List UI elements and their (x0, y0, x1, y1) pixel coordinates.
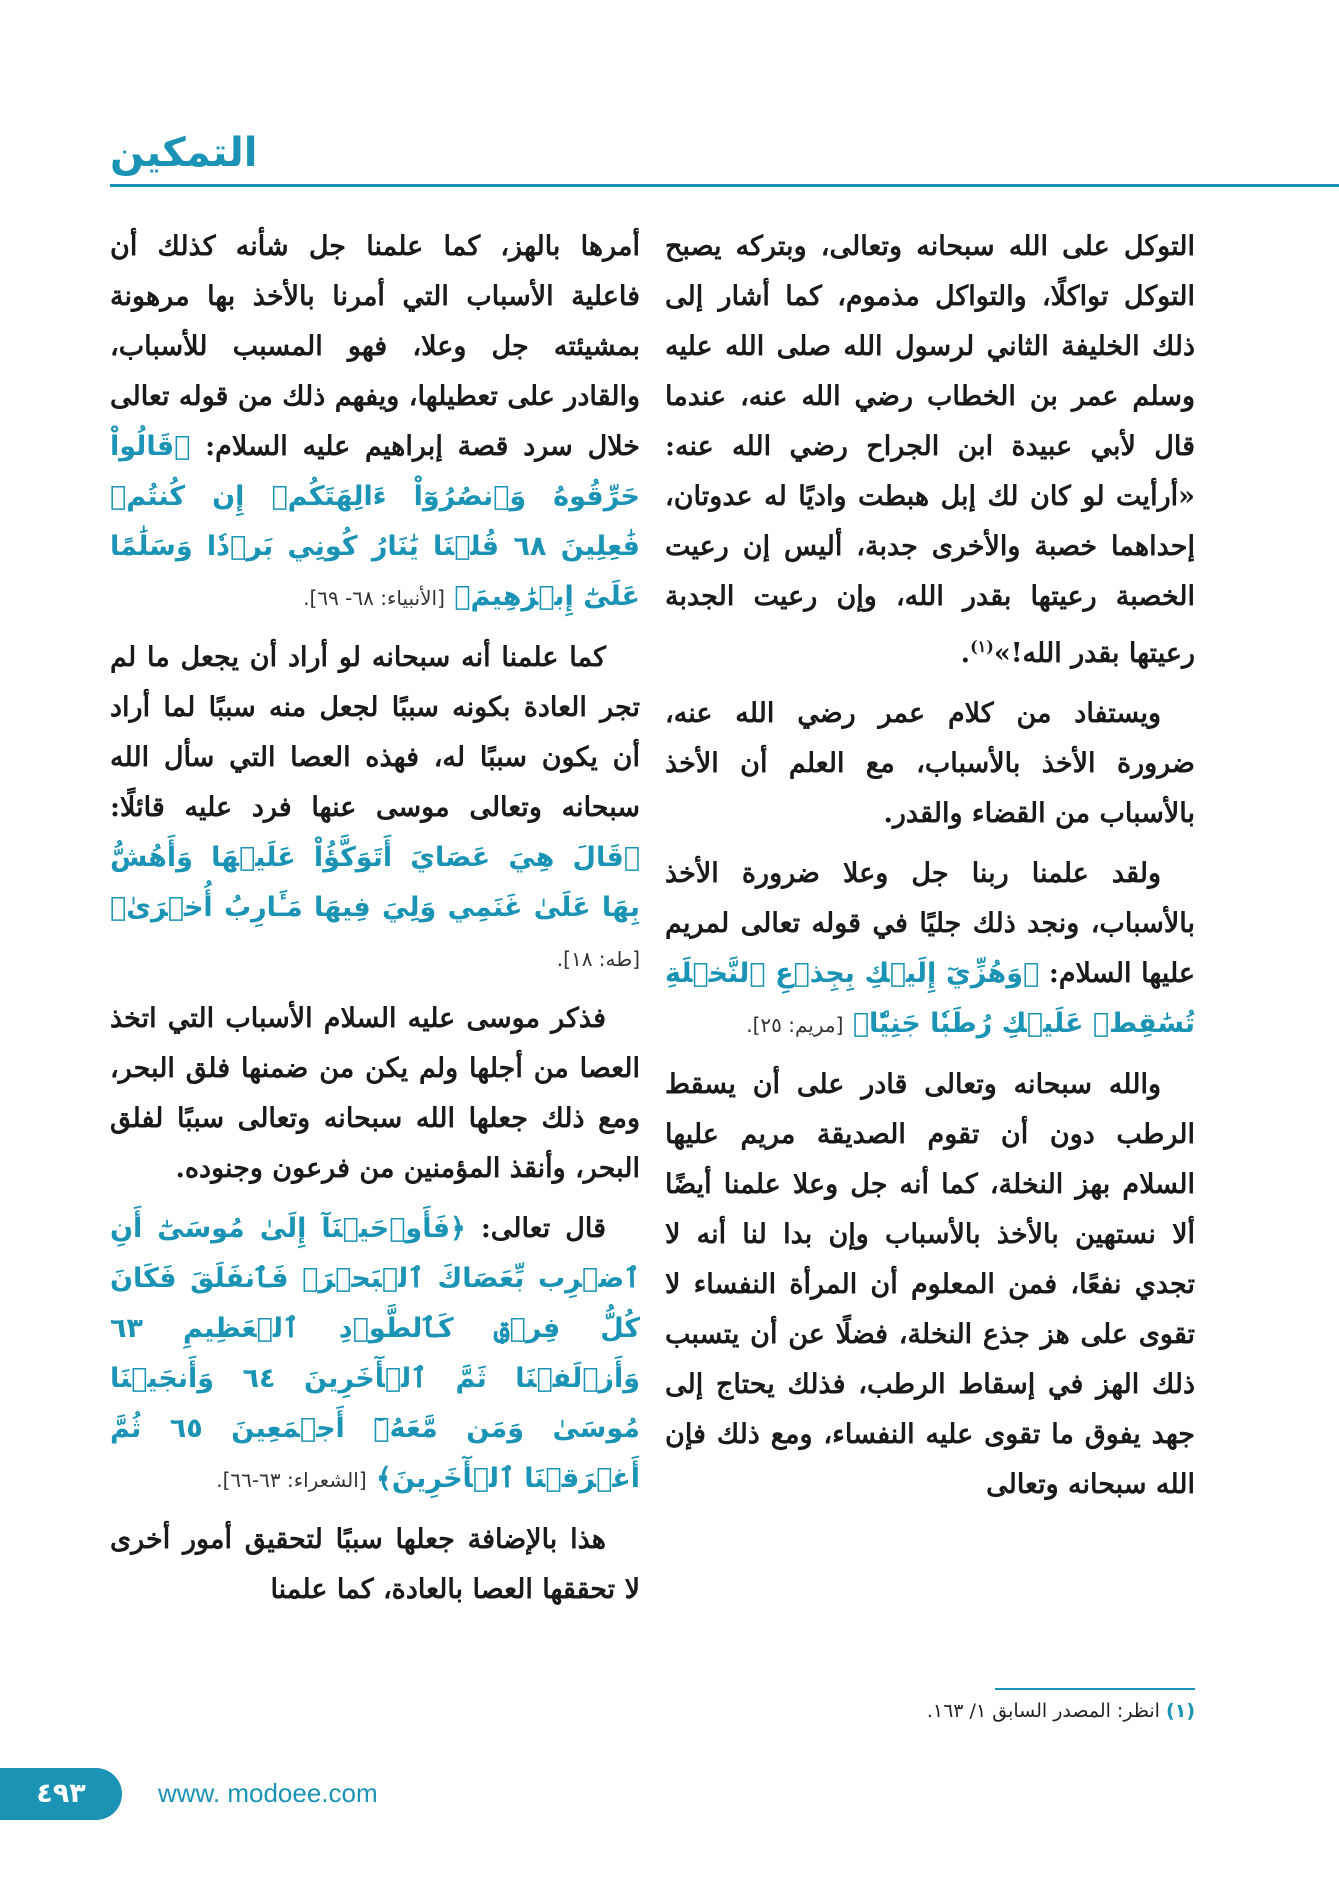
paragraph (110, 1515, 640, 1615)
quran-verse: ﴿قَالُواْ حَرِّقُوهُ وَٱنصُرُوٓاْ ءَالِهَتَكُمۡ إِن كُنتُمۡ فَٰعِلِينَ ٦٨ قُلۡنَا يَٰنَارُ كُونِي بَرۡدٗا وَسَلَٰمًا عَلَىٰٓ إِبۡرَٰهِيمَ﴾ (110, 431, 640, 612)
left-column (110, 222, 640, 1625)
verse-reference: [مريم: ٢٥]. (746, 1013, 844, 1037)
quran-verse: ﴿فَأَوۡحَيۡنَآ إِلَىٰ مُوسَىٰٓ أَنِ ٱضۡرِب بِّعَصَاكَ ٱلۡبَحۡرَۖ فَٱنفَلَقَ فَكَانَ كُلُّ فِرۡقٖ كَٱلطَّوۡدِ ٱلۡعَظِيمِ ٦٣ وَأَزۡلَفۡنَا ثَمَّ ٱلۡأٓخَرِينَ ٦٤ وَأَنجَيۡنَا مُوسَىٰ وَمَن مَّعَهُۥٓ أَجۡمَعِينَ ٦٥ ثُمَّ أَغۡرَقۡنَا ٱلۡأٓخَرِينَ﴾ (110, 1213, 641, 1494)
paragraph-text: كما علمنا أنه سبحانه لو أراد أن يجعل ما لم تجر العادة بكونه سببًا لجعل منه سببًا لما أراد أن يكون سببًا له، فهذه العصا التي سأل الله سبحانه وتعالى موسى عنها فرد عليه قائلًا: (110, 642, 640, 823)
verse-reference: [الشعراء: ٦٣-٦٦]. (216, 1468, 367, 1492)
paragraph (665, 222, 1195, 679)
footnote-marker: (١) (970, 637, 994, 656)
paragraph (110, 222, 640, 623)
website-link[interactable]: www. modoee.com (158, 1778, 378, 1808)
quran-verse: ﴿قَالَ هِيَ عَصَايَ أَتَوَكَّؤُاْ عَلَيۡهَا وَأَهُشُّ بِهَا عَلَىٰ غَنَمِي وَلِيَ فِيهَا مَـَٔارِبُ أُخۡرَىٰ﴾ (110, 842, 640, 923)
paragraph-text: قال تعالى: (480, 1213, 606, 1244)
quran-verse: ﴿وَهُزِّيٓ إِلَيۡكِ بِجِذۡعِ ٱلنَّخۡلَةِ تُسَٰقِطۡ عَلَيۡكِ رُطَبٗا جَنِيّٗا﴾ (665, 958, 1195, 1039)
paragraph (110, 633, 640, 984)
paragraph (665, 689, 1195, 839)
page-number-tab (0, 1768, 122, 1820)
verse-reference: [طه: ١٨]. (556, 947, 640, 971)
footnote-text: انظر: المصدر السابق ١/ ١٦٣. (926, 1700, 1160, 1722)
paragraph-text: والله سبحانه وتعالى قادر على أن يسقط الرطب دون أن تقوم الصديقة مريم عليها السلام بهز النخلة، كما أنه جل وعلا علمنا أيضًا ألا نستهين بالأخذ بالأسباب وإن بدا لنا أنه لا تجدي نفعًا، فمن المعلوم أن المرأة النفساء لا تقوى على هز جذع النخلة، فضلًا عن أن يتسبب ذلك الهز في إسقاط الرطب، فذلك يحتاج إلى جهد يفوق ما تقوى عليه النفساء، ومع ذلك فإن الله سبحانه وتعالى (665, 1069, 1195, 1500)
paragraph-text: التوكل على الله سبحانه وتعالى، وبتركه يصبح التوكل تواكلًا، والتواكل مذموم، كما أشار إلى ذلك الخليفة الثاني لرسول الله صلى الله عليه وسلم عمر بن الخطاب رضي الله عنه، عندما قال لأبي عبيدة ابن الجراح رضي الله عنه: «أرأيت لو كان لك إبل هبطت واديًا له عدوتان، إحداهما خصبة والأخرى جدبة، أليس إن رعيت الخصبة رعيتها بقدر الله، وإن رعيت الجدبة رعيتها بقدر الله!» (665, 231, 1195, 669)
paragraph-text: فذكر موسى عليه السلام الأسباب التي اتخذ العصا من أجلها ولم يكن من ضمنها فلق البحر، ومع ذلك جعلها الله سبحانه وتعالى سببًا لفلق البحر، وأنقذ المؤمنين من فرعون وجنوده. (110, 1003, 640, 1184)
paragraph (665, 1060, 1195, 1510)
page-number: ٤٩٣ (36, 1778, 86, 1809)
right-column (665, 222, 1195, 1520)
page-header-title: التمكين (110, 130, 258, 176)
paragraph (665, 849, 1195, 1050)
verse-reference: [الأنبياء: ٦٨- ٦٩]. (303, 586, 445, 610)
paragraph (110, 994, 640, 1194)
paragraph-text: هذا بالإضافة جعلها سببًا لتحقيق أمور أخرى لا تحققها العصا بالعادة، كما علمنا (110, 1524, 640, 1605)
footnote (665, 1700, 1195, 1722)
header-divider (110, 184, 1339, 187)
footnote-number: (١) (1166, 1700, 1195, 1722)
paragraph-end: . (960, 638, 971, 669)
paragraph-text: أمرها بالهز، كما علمنا جل شأنه كذلك أن فاعلية الأسباب التي أمرنا بالأخذ بها مرهونة بمشيئته جل وعلا، فهو المسبب للأسباب، والقادر على تعطيلها، ويفهم ذلك من قوله تعالى خلال سرد قصة إبراهيم عليه السلام: (110, 231, 640, 462)
paragraph (110, 1204, 640, 1505)
paragraph-text: ولقد علمنا ربنا جل وعلا ضرورة الأخذ بالأسباب، ونجد ذلك جليًا في قوله تعالى لمريم عليها السلام: (665, 858, 1195, 989)
footnote-divider (995, 1688, 1195, 1690)
paragraph-text: ويستفاد من كلام عمر رضي الله عنه، ضرورة الأخذ بالأسباب، مع العلم أن الأخذ بالأسباب من القضاء والقدر. (665, 698, 1195, 829)
